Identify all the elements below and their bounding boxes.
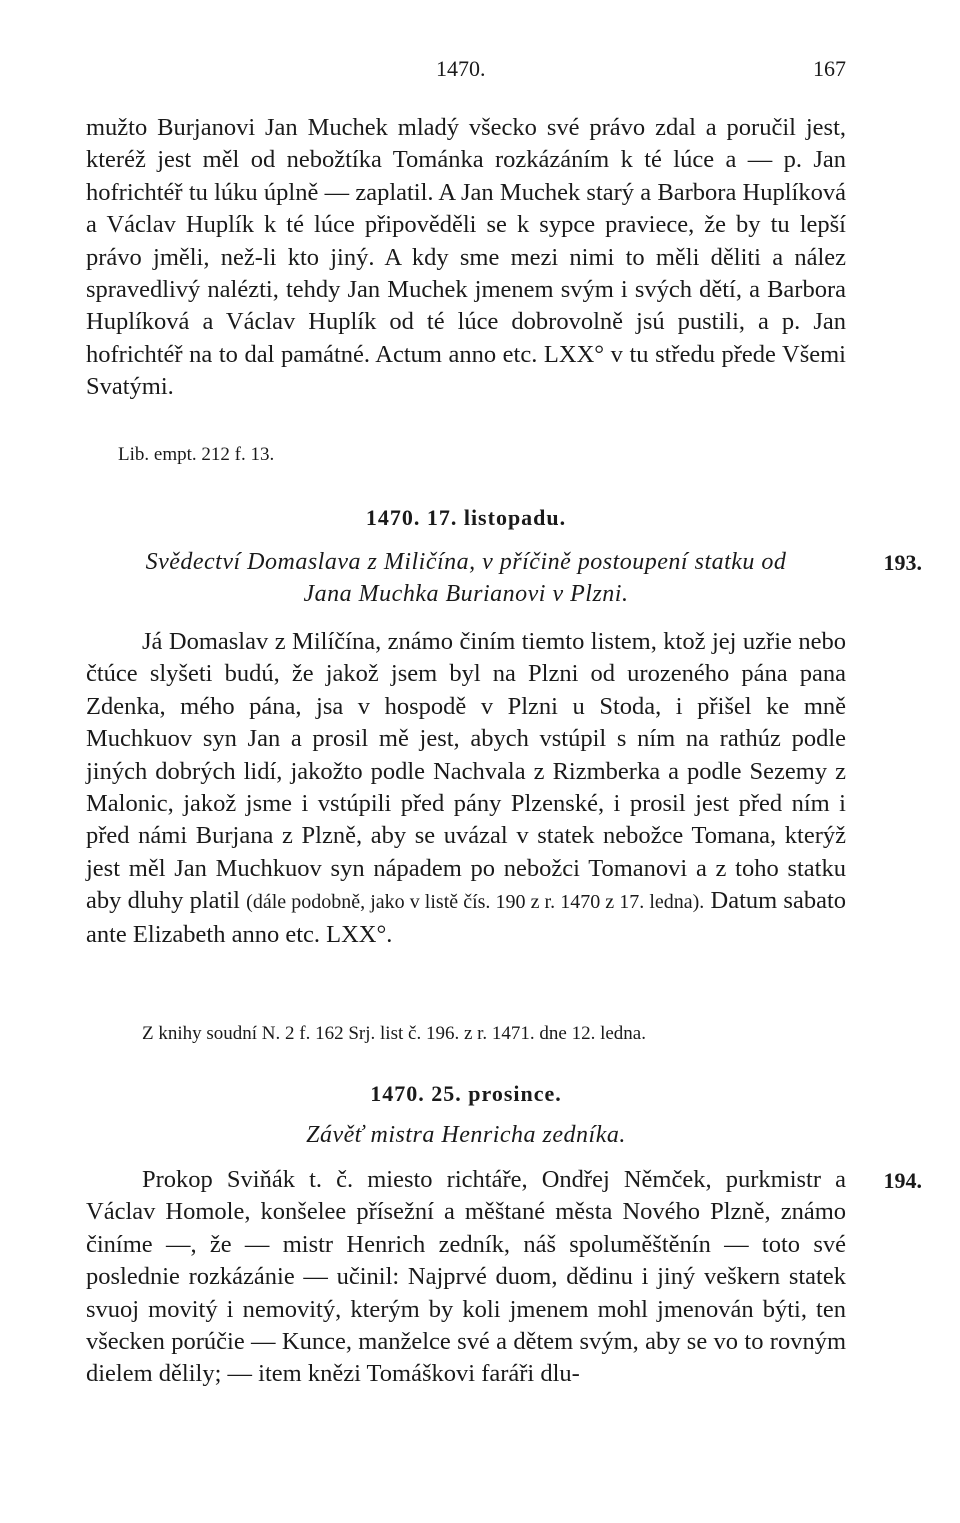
header-year: 1470. <box>436 56 486 81</box>
editorial-note: (dále podobně, jako v listě čís. 190 z r. 1470 z 17. ledna). <box>246 891 705 914</box>
document-body: Prokop Sviňák t. č. miesto richtáře, Ondřej Němček, purkmistr a Václav Homole, konšelee přísežní a měštané města Nového Plzně, známo činíme —, že — mistr Henrich zedník, náš spoluměštěnín — toto své poslednie rozkázánie — učinil: Najprvé duom, dědinu i jiný veškern statek svuoj movitý i nemovitý, kterým by koli jmenem mohl jmenován býti, ten všecken porúčie — Kunce, manželce své a dětem svým, aby se vo to rovným dielem dělily; — item knězi Tomáškovi faráři dlu- <box>86 1166 846 1388</box>
source-citation: Z knihy soudní N. 2 f. 162 Srj. list č. 196. z r. 1471. dne 12. ledna. <box>142 1023 646 1044</box>
document-date: 1470. 17. listopadu. <box>365 505 567 530</box>
document-number: 194. <box>883 1168 922 1193</box>
document-body <box>86 626 846 951</box>
page-number: 167 <box>813 56 846 81</box>
document-date: 1470. 25. prosince. <box>370 1081 562 1106</box>
paragraph-continuation: mužto Burjanovi Jan Muchek mladý všecko své právo zdal a poručil jest, kteréž jest měl od nebožtíka Tománka rozkázáním k té lúce a — p. Jan hofrichtéř tu lúku úplně — zaplatil. A Jan Muchek starý a Barbora Huplíková a Václav Huplík k té lúce připověděli se k sypce praviece, že by tu lepší právo jměli, než-li kto jiný. A kdy sme mezi nimi to měli děliti a nález spravedlivý nalézti, tehdy Jan Muchek jmenem svým i svých dětí, a Barbora Huplíková a Václav Huplík od té lúce dobrovolně jsú pustili, a p. Jan hofrichtéř na to dal památné. Actum anno etc. LXX° v tu středu přede Všemi Svatými. <box>86 114 846 401</box>
document-title-line: Jana Muchka Burianovi v Plzni. <box>303 581 629 607</box>
document-title: Závěť mistra Henricha zedníka. <box>306 1122 626 1148</box>
source-citation: Lib. empt. 212 f. 13. <box>118 444 275 465</box>
document-title <box>86 546 846 610</box>
document-number: 193. <box>883 550 922 575</box>
running-header <box>86 56 846 90</box>
body-closing: Datum sabato ante Elizabeth anno etc. LXX°. <box>86 887 846 948</box>
body-text: Já Domaslav z Milíčína, známo činím tiemto listem, ktož jej uzřie nebo čtúce slyšeti budú, že jakož jsem byl na Plzni od urozeného pána pana Zdenka, mého pána, jsa v hospodě v Plzni u Stoda, i přišel ke mně Muchkuov syn Jan a prosil mě jest, abych vstúpil s ním na rathúz podle jiných dobrých lidí, jakožto podle Nachvala z Rizmberka a podle Sezemy z Malonic, jakož jsme i vstúpili před pány Plzenské, i prosil jest před ním i před námi Burjana z Plzně, aby se uvázal v statek nebožce Tomana, kterýž jest měl Jan Muchkuov syn nápadem po nebožci Tomanovi a z toho statku aby dluhy platil <box>86 628 846 915</box>
document-title-line: Svědectví Domaslava z Miličína, v příčině postoupení statku od <box>145 549 787 575</box>
